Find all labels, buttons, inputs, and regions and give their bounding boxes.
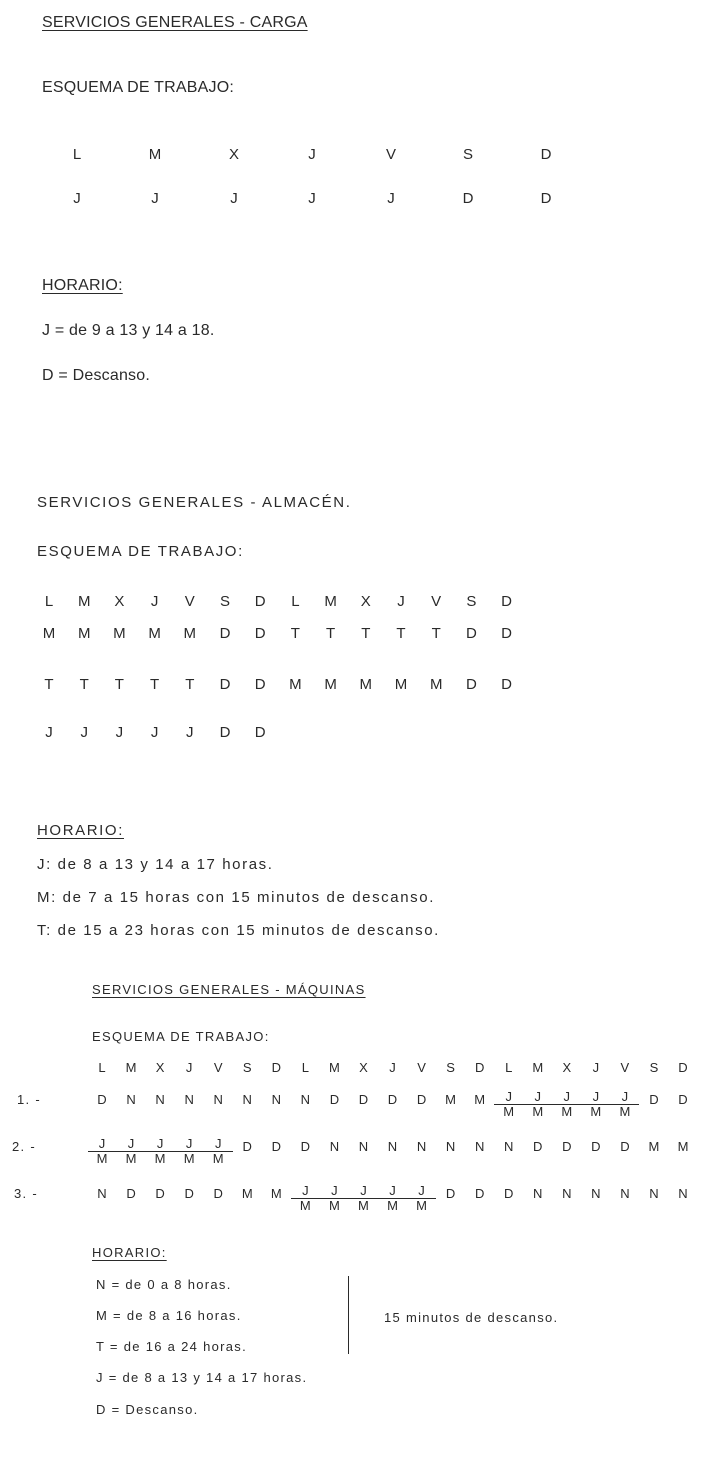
schedule-cell: M xyxy=(270,1186,282,1201)
day-header-cell: X xyxy=(360,593,371,610)
day-header-cell: L xyxy=(72,146,82,163)
day-header-cell: V xyxy=(620,1060,630,1075)
schedule-cell: N xyxy=(358,1139,369,1154)
horario-title-carga: HORARIO: xyxy=(42,277,123,294)
horario-line-almacen-t: T: de 15 a 23 horas con 15 minutos de descanso. xyxy=(37,922,440,939)
esquema-label-carga: ESQUEMA DE TRABAJO: xyxy=(42,79,234,96)
schedule-cell: T xyxy=(326,625,336,642)
schedule-cell: M xyxy=(241,1186,253,1201)
schedule-cell: M xyxy=(113,625,126,642)
day-header-cell: M xyxy=(77,593,91,610)
schedule-cell: N xyxy=(271,1092,281,1107)
day-header-cell: X xyxy=(562,1060,572,1075)
schedule-cell: D xyxy=(271,1139,281,1154)
schedule-cell: D xyxy=(219,625,231,642)
schedule-cell: T xyxy=(185,676,195,693)
day-header-cell: V xyxy=(184,593,195,610)
schedule-cell: M xyxy=(394,676,408,693)
schedule-cell: N xyxy=(300,1092,311,1107)
schedule-cell: D xyxy=(242,1139,252,1154)
schedule-cell: T xyxy=(361,625,371,642)
schedule-cell: D xyxy=(591,1139,601,1154)
day-header-cell: S xyxy=(446,1060,455,1075)
schedule-cell: D xyxy=(126,1186,136,1201)
schedule-cell: D xyxy=(465,676,477,693)
schedule-cell: T xyxy=(150,676,160,693)
day-header-cell: D xyxy=(678,1060,688,1075)
schedule-cell: D xyxy=(678,1092,688,1107)
esquema-label-almacen: ESQUEMA DE TRABAJO: xyxy=(37,543,244,560)
schedule-cell: D xyxy=(416,1092,427,1107)
schedule-cell: M xyxy=(359,676,373,693)
schedule-cell: M xyxy=(289,676,302,693)
day-header-cell: J xyxy=(592,1060,600,1075)
schedule-cell: J xyxy=(45,724,53,741)
horario-line-maquinas-t: T = de 16 a 24 horas. xyxy=(96,1339,248,1354)
stacked-shift-cell: J M xyxy=(581,1090,610,1119)
day-header-cell: S xyxy=(649,1060,659,1075)
row-label: 3. - xyxy=(14,1186,38,1201)
schedule-cell: M xyxy=(77,625,91,642)
day-header-cell: V xyxy=(213,1060,223,1075)
schedule-cell: N xyxy=(591,1186,601,1201)
day-header-cell: M xyxy=(328,1060,340,1075)
day-header-cell: X xyxy=(114,593,125,610)
horario-line-almacen-j: J: de 8 a 13 y 14 a 17 horas. xyxy=(37,856,274,873)
schedule-cell: N xyxy=(213,1092,223,1107)
schedule-cell: N xyxy=(387,1139,398,1154)
schedule-cell: T xyxy=(114,676,124,693)
schedule-cell: J xyxy=(115,724,124,741)
day-header-cell: M xyxy=(148,146,162,163)
schedule-cell: N xyxy=(503,1139,514,1154)
schedule-cell: M xyxy=(148,625,161,642)
day-header-cell: D xyxy=(501,593,513,610)
schedule-cell: D xyxy=(97,1092,107,1107)
day-header-cell: S xyxy=(242,1060,252,1075)
row-label: 2. - xyxy=(12,1139,36,1154)
day-header-cell: M xyxy=(532,1060,544,1075)
schedule-cell: M xyxy=(648,1139,660,1154)
horario-line-maquinas-m: M = de 8 a 16 horas. xyxy=(96,1308,242,1323)
horario-bracket-line xyxy=(348,1276,349,1354)
schedule-cell: T xyxy=(396,625,406,642)
schedule-cell: N xyxy=(474,1139,485,1154)
schedule-cell: J xyxy=(151,190,159,207)
schedule-cell: J xyxy=(150,724,159,741)
section-title-maquinas: SERVICIOS GENERALES - MÁQUINAS xyxy=(92,982,366,997)
schedule-cell: J xyxy=(308,190,316,207)
schedule-cell: N xyxy=(416,1139,427,1154)
schedule-cell: D xyxy=(184,1186,194,1201)
schedule-cell: N xyxy=(562,1186,572,1201)
schedule-cell: D xyxy=(329,1092,340,1107)
schedule-cell: T xyxy=(431,625,441,642)
schedule-cell: J xyxy=(230,190,238,207)
schedule-cell: T xyxy=(44,676,54,693)
schedule-cell: D xyxy=(300,1139,311,1154)
schedule-cell: N xyxy=(126,1092,136,1107)
day-header-cell: X xyxy=(359,1060,368,1075)
schedule-cell: M xyxy=(445,1092,457,1107)
schedule-cell: D xyxy=(254,676,266,693)
esquema-label-maquinas: ESQUEMA DE TRABAJO: xyxy=(92,1029,270,1044)
schedule-cell: J xyxy=(73,190,81,207)
stacked-shift-cell: J M xyxy=(494,1090,523,1119)
horario-line-carga-j: J = de 9 a 13 y 14 a 18. xyxy=(42,322,215,339)
schedule-cell: M xyxy=(677,1139,689,1154)
stacked-shift-cell: J M xyxy=(552,1090,581,1119)
day-header-cell: J xyxy=(389,1060,396,1075)
horario-line-carga-d: D = Descanso. xyxy=(42,367,150,384)
schedule-cell: N xyxy=(329,1139,340,1154)
day-header-cell: L xyxy=(301,1060,309,1075)
day-header-cell: J xyxy=(397,593,405,610)
stacked-shift-cell: J M xyxy=(291,1184,320,1213)
day-header-cell: L xyxy=(291,593,300,610)
schedule-cell: D xyxy=(501,625,513,642)
stacked-shift-cell: J M xyxy=(349,1184,378,1213)
section-title-carga: SERVICIOS GENERALES - CARGA xyxy=(42,14,308,31)
day-header-cell: M xyxy=(125,1060,137,1075)
schedule-cell: N xyxy=(155,1092,165,1107)
schedule-cell: M xyxy=(474,1092,486,1107)
day-header-cell: M xyxy=(324,593,337,610)
horario-line-maquinas-d: D = Descanso. xyxy=(96,1402,199,1417)
schedule-cell: D xyxy=(219,724,231,741)
day-header-cell: V xyxy=(385,146,396,163)
day-header-cell: L xyxy=(98,1060,106,1075)
schedule-cell: J xyxy=(387,190,395,207)
day-header-cell: X xyxy=(155,1060,165,1075)
schedule-cell: D xyxy=(649,1092,659,1107)
schedule-cell: T xyxy=(290,625,300,642)
schedule-cell: N xyxy=(620,1186,630,1201)
schedule-cell: M xyxy=(183,625,197,642)
schedule-cell: N xyxy=(678,1186,688,1201)
stacked-shift-cell: J M xyxy=(378,1184,407,1213)
horario-title-maquinas: HORARIO: xyxy=(92,1245,167,1260)
horario-line-maquinas-j: J = de 8 a 13 y 14 a 17 horas. xyxy=(96,1370,308,1385)
day-header-cell: L xyxy=(505,1060,513,1075)
schedule-cell: J xyxy=(186,724,194,741)
schedule-cell: N xyxy=(533,1186,543,1201)
schedule-cell: D xyxy=(474,1186,485,1201)
horario-line-almacen-m: M: de 7 a 15 horas con 15 minutos de descanso. xyxy=(37,889,435,906)
section-title-almacen: SERVICIOS GENERALES - ALMACÉN. xyxy=(37,494,352,511)
schedule-cell: M xyxy=(429,676,443,693)
schedule-cell: D xyxy=(462,190,474,207)
schedule-cell: D xyxy=(503,1186,514,1201)
schedule-cell: M xyxy=(324,676,337,693)
schedule-cell: T xyxy=(79,676,89,693)
schedule-cell: N xyxy=(97,1186,107,1201)
schedule-cell: D xyxy=(620,1139,630,1154)
schedule-cell: D xyxy=(445,1186,456,1201)
day-header-cell: D xyxy=(271,1060,281,1075)
horario-title-almacen: HORARIO: xyxy=(37,822,124,839)
stacked-shift-cell: J M xyxy=(146,1137,175,1166)
day-header-cell: L xyxy=(44,593,54,610)
schedule-cell: D xyxy=(465,625,477,642)
schedule-cell: D xyxy=(155,1186,165,1201)
day-header-cell: S xyxy=(466,593,477,610)
horario-note-descanso: 15 minutos de descanso. xyxy=(384,1310,559,1325)
stacked-shift-cell: J M xyxy=(175,1137,204,1166)
day-header-cell: X xyxy=(228,146,239,163)
day-header-cell: J xyxy=(185,1060,193,1075)
stacked-shift-cell: J M xyxy=(88,1137,117,1166)
day-header-cell: S xyxy=(462,146,473,163)
schedule-cell: D xyxy=(254,724,266,741)
schedule-cell: D xyxy=(533,1139,543,1154)
day-header-cell: J xyxy=(150,593,159,610)
schedule-cell: D xyxy=(501,676,513,693)
stacked-shift-cell: J M xyxy=(320,1184,349,1213)
schedule-cell: D xyxy=(540,190,552,207)
stacked-shift-cell: J M xyxy=(117,1137,146,1166)
day-header-cell: D xyxy=(254,593,266,610)
schedule-cell: N xyxy=(184,1092,194,1107)
schedule-cell: D xyxy=(213,1186,223,1201)
schedule-cell: J xyxy=(80,724,88,741)
schedule-cell: D xyxy=(219,676,231,693)
day-header-cell: J xyxy=(308,146,316,163)
stacked-shift-cell: J M xyxy=(523,1090,552,1119)
day-header-cell: V xyxy=(417,1060,426,1075)
day-header-cell: V xyxy=(431,593,442,610)
day-header-cell: D xyxy=(474,1060,485,1075)
row-label: 1. - xyxy=(17,1092,41,1107)
schedule-cell: D xyxy=(387,1092,398,1107)
schedule-cell: N xyxy=(445,1139,456,1154)
schedule-cell: D xyxy=(562,1139,572,1154)
schedule-cell: N xyxy=(649,1186,659,1201)
horario-line-maquinas-n: N = de 0 a 8 horas. xyxy=(96,1277,232,1292)
schedule-cell: M xyxy=(42,625,56,642)
stacked-shift-cell: J M xyxy=(610,1090,639,1119)
day-header-cell: D xyxy=(540,146,552,163)
stacked-shift-cell: J M xyxy=(407,1184,436,1213)
schedule-cell: D xyxy=(358,1092,369,1107)
schedule-cell: D xyxy=(254,625,266,642)
day-header-cell: S xyxy=(219,593,230,610)
stacked-shift-cell: J M xyxy=(204,1137,233,1166)
schedule-cell: N xyxy=(242,1092,252,1107)
